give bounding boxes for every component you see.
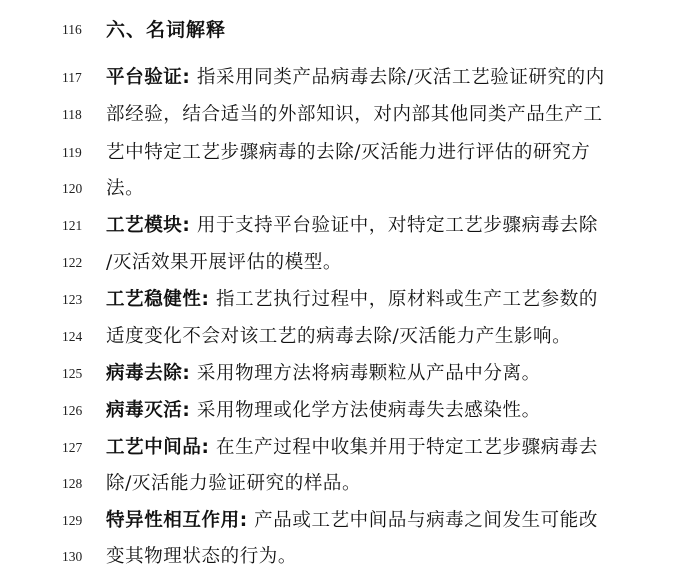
definition-body: 产品或工艺中间品与病毒之间发生可能改 <box>247 510 598 531</box>
line-number: 128 <box>62 476 83 491</box>
definition-line <box>0 283 700 317</box>
definition-line <box>0 467 700 501</box>
definition-line <box>0 209 700 243</box>
line-number: 126 <box>62 403 83 418</box>
definition-body: 适度变化不会对该工艺的病毒去除/灭活能力产生影响。 <box>106 326 572 347</box>
definition-text <box>106 431 598 465</box>
definition-body: 指工艺执行过程中，原材料或生产工艺参数的 <box>209 289 598 310</box>
line-number: 127 <box>62 440 83 455</box>
section-heading-line <box>0 13 700 47</box>
definition-body: 部经验，结合适当的外部知识，对内部其他同类产品生产工 <box>106 104 603 125</box>
definition-line <box>0 357 700 391</box>
definition-body: 艺中特定工艺步骤病毒的去除/灭活能力进行评估的研究方 <box>106 142 591 163</box>
line-number: 116 <box>62 22 82 37</box>
definition-body: 采用物理或化学方法使病毒失去感染性。 <box>190 400 541 421</box>
definition-body: 指采用同类产品病毒去除/灭活工艺验证研究的内 <box>190 67 605 88</box>
definition-body: 用于支持平台验证中，对特定工艺步骤病毒去除 <box>190 215 598 236</box>
definition-body: 除/灭活能力验证研究的样品。 <box>106 473 362 494</box>
definition-line <box>0 246 700 280</box>
definition-text <box>106 504 598 538</box>
definition-line <box>0 540 700 574</box>
term-virus-inactivation: 病毒灭活: <box>106 400 191 421</box>
definition-line <box>0 431 700 465</box>
line-number: 118 <box>62 107 82 122</box>
term-process-robustness: 工艺稳健性: <box>106 289 210 310</box>
definition-line <box>0 504 700 538</box>
line-number: 122 <box>62 255 83 270</box>
definition-line <box>0 394 700 428</box>
line-number: 124 <box>62 329 83 344</box>
definition-body: /灭活效果开展评估的模型。 <box>106 252 343 273</box>
definition-body: 采用物理方法将病毒颗粒从产品中分离。 <box>190 363 541 384</box>
line-number: 120 <box>62 181 83 196</box>
definition-body: 法。 <box>106 178 145 199</box>
term-virus-removal: 病毒去除: <box>106 363 191 384</box>
definition-line <box>0 98 700 132</box>
definition-text <box>106 209 598 243</box>
definition-text <box>106 357 541 391</box>
section-heading: 六、名词解释 <box>106 19 227 41</box>
line-number: 123 <box>62 292 83 307</box>
line-number: 130 <box>62 549 83 564</box>
definition-body: 变其物理状态的行为。 <box>106 546 298 567</box>
line-number: 117 <box>62 70 82 85</box>
line-number: 125 <box>62 366 83 381</box>
definition-line <box>0 136 700 170</box>
term-process-module: 工艺模块: <box>106 215 191 236</box>
definition-line <box>0 172 700 206</box>
term-process-intermediate: 工艺中间品: <box>106 437 210 458</box>
definition-text <box>106 61 605 95</box>
line-number: 121 <box>62 218 83 233</box>
definition-line <box>0 320 700 354</box>
term-specific-interaction: 特异性相互作用: <box>106 510 248 531</box>
line-number: 119 <box>62 145 82 160</box>
line-number: 129 <box>62 513 83 528</box>
definition-line <box>0 61 700 95</box>
definition-text <box>106 283 598 317</box>
term-platform-validation: 平台验证: <box>106 67 191 88</box>
definition-text <box>106 394 541 428</box>
definition-body: 在生产过程中收集并用于特定工艺步骤病毒去 <box>209 437 598 458</box>
